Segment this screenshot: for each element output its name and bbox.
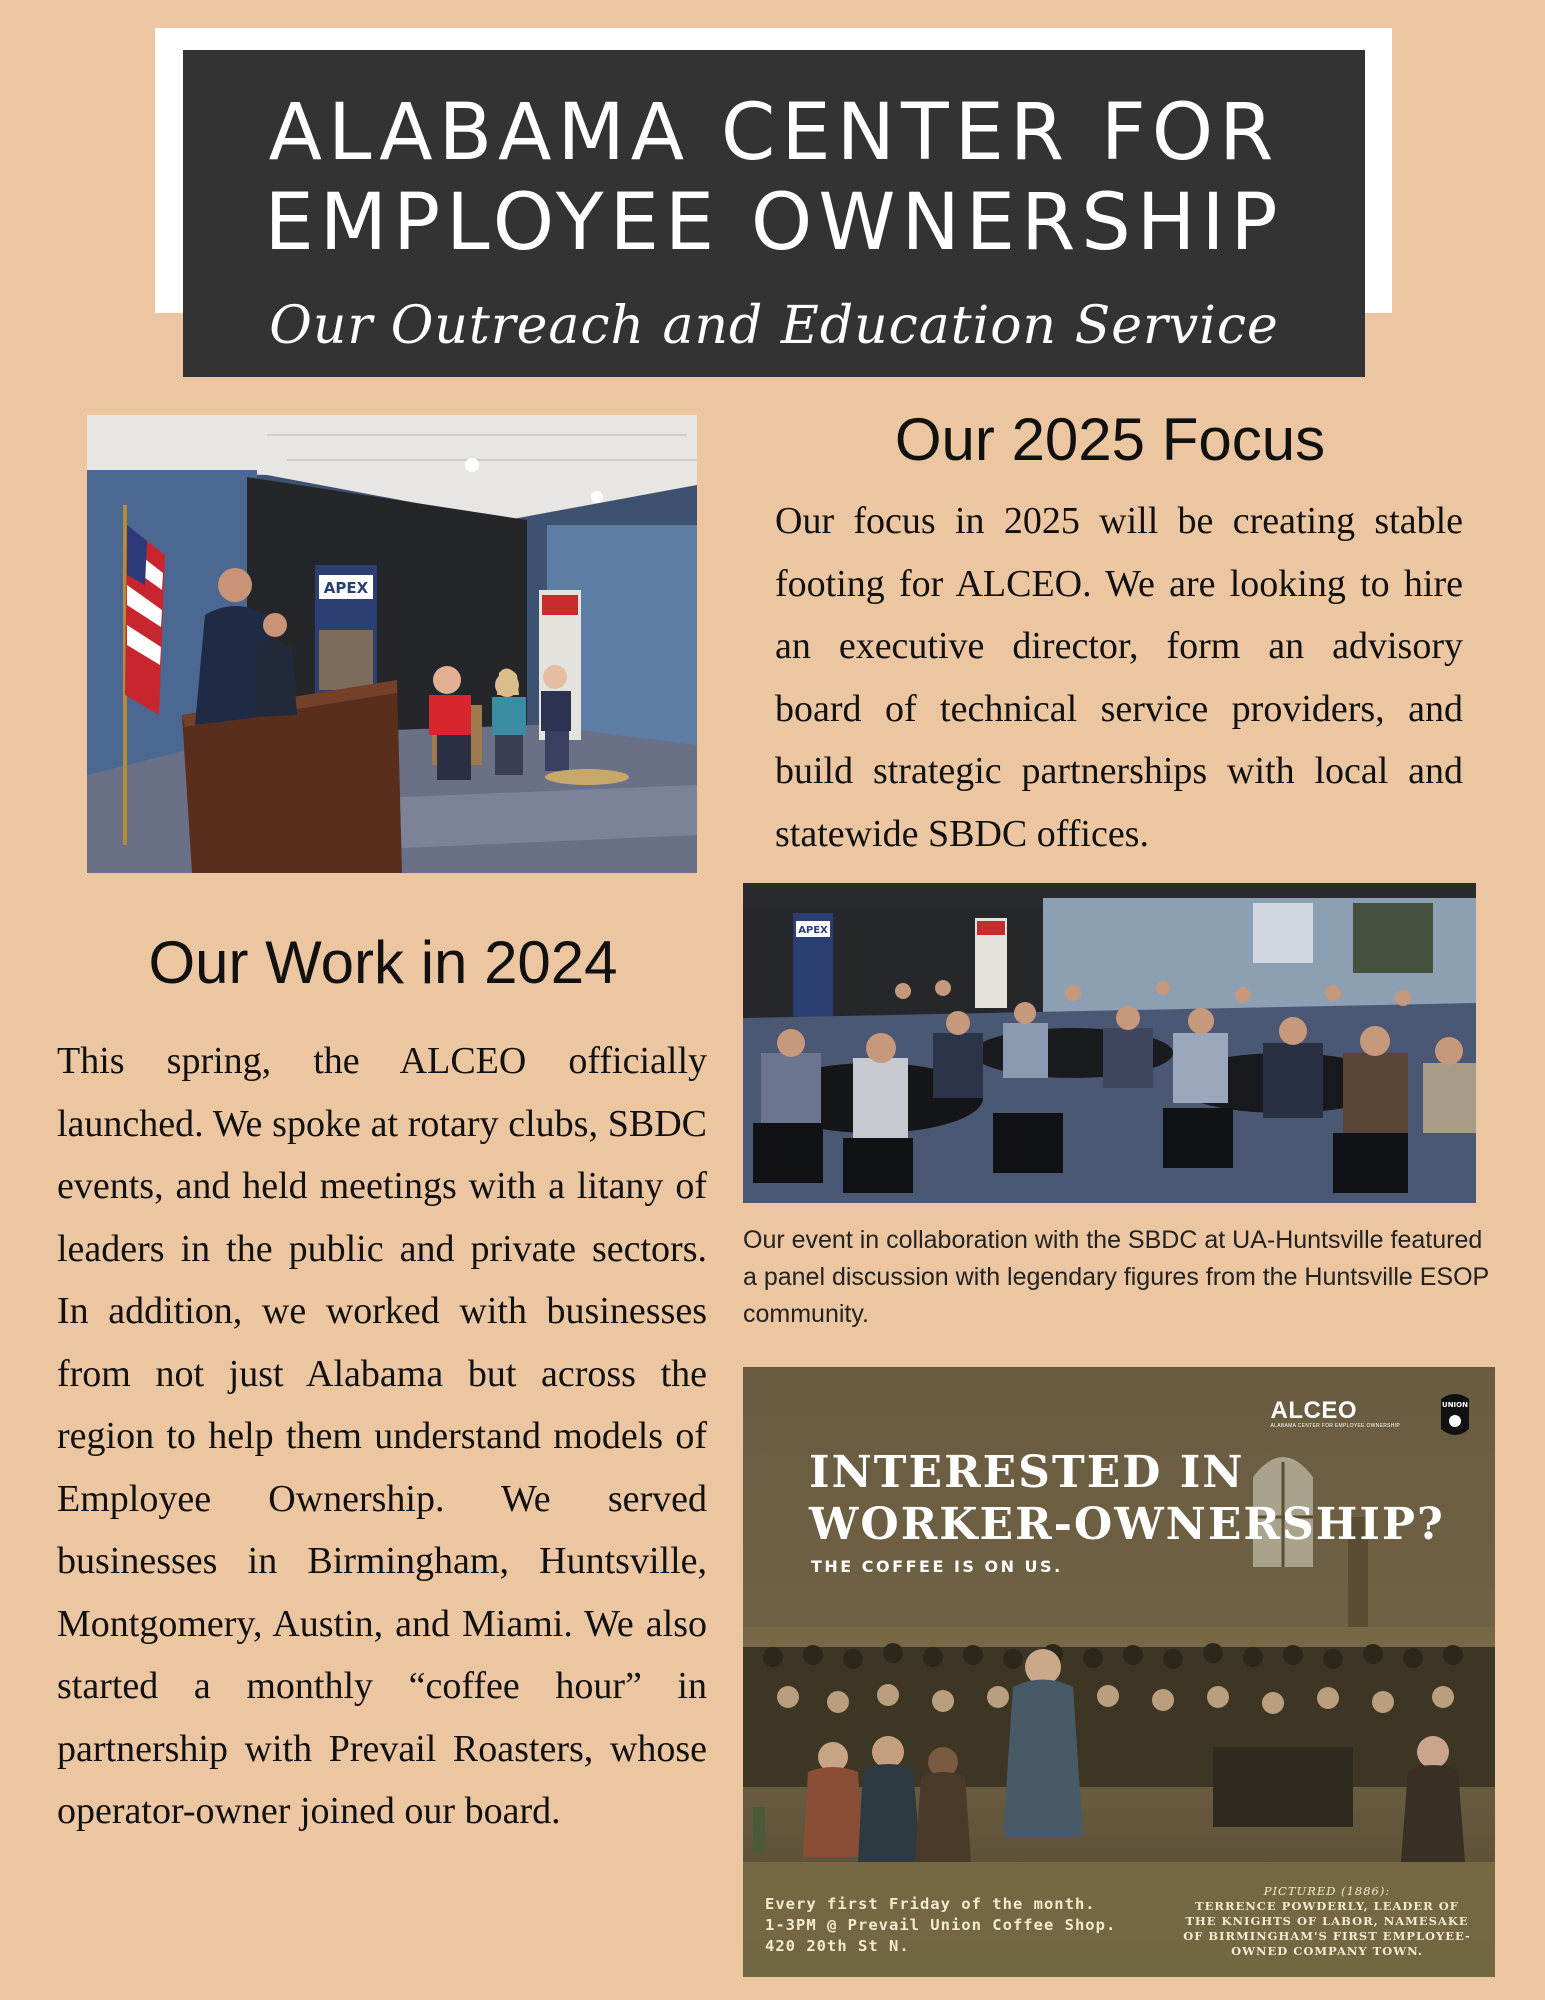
audience-banner-text: APEX [798,925,828,936]
work-body: This spring, the ALCEO officially launched. We spoke at rotary clubs, SBDC events, and held meetings with a litany of leaders in the public and private sectors. In addition, we worked with businesses from not just Alabama but across the region to help them understand models of Employee Ownership. We served businesses in Birmingham, Huntsville, Montgomery, Austin, and Miami. We also started a monthly “coffee hour” in partnership with Prevail Roasters, whose operator-owner joined our board. [57,1040,707,1832]
title-line-2: EMPLOYEE OWNERSHIP [264,178,1284,268]
poster-pictured-credit [1177,1884,1477,1959]
audience-photo [743,883,1476,1203]
poster-details-line-1: Every first Friday of the month. [765,1895,1096,1913]
poster-headline-line-1: INTERESTED IN [809,1447,1245,1498]
poster-pictured-label: PICTURED (1886): [1263,1884,1391,1898]
panel-discussion-photo [87,415,697,873]
union-logo-label: UNION [1442,1401,1468,1409]
focus-body: Our focus in 2025 will be creating stable footing for ALCEO. We are looking to hire an executive director, form an advisory board of technical service providers, and build strategic partnerships with local and statewide SBDC offices. [775,500,1463,855]
poster-tagline: THE COFFEE IS ON US. [811,1557,1063,1576]
alceo-logo [1271,1397,1400,1429]
photo-caption: Our event in collaboration with the SBDC at UA-Huntsville featured a panel discussion with legendary figures from the Huntsville ESOP community. [743,1226,1489,1328]
page-subtitle: Our Outreach and Education Service [269,296,1279,356]
poster-details-line-3: 420 20th St N. [765,1937,910,1955]
work-heading: Our Work in 2024 [148,929,618,996]
poster-headline-line-2: WORKER-OWNERSHIP? [809,1499,1445,1550]
union-logo-icon [1437,1389,1473,1441]
poster-headline [809,1447,1445,1551]
header-banner [183,50,1365,377]
panel-banner-text: APEX [323,579,369,597]
poster-event-details [765,1894,1116,1957]
focus-heading: Our 2025 Focus [894,406,1326,473]
poster-pictured-description: TERRENCE POWDERLY, LEADER OF THE KNIGHTS OF LABOR, NAMESAKE OF BIRMINGHAM'S FIRST EMPLOYEE-OWNED COMPANY TOWN. [1183,1899,1471,1958]
page-title [183,88,1365,268]
coffee-hour-poster [743,1367,1495,1977]
alceo-logo-subtitle: ALABAMA CENTER FOR EMPLOYEE OWNERSHIP [1270,1423,1400,1429]
alceo-logo-name: ALCEO [1270,1397,1358,1424]
title-line-1: ALABAMA CENTER FOR [268,88,1280,178]
poster-details-line-2: 1-3PM @ Prevail Union Coffee Shop. [765,1916,1117,1934]
